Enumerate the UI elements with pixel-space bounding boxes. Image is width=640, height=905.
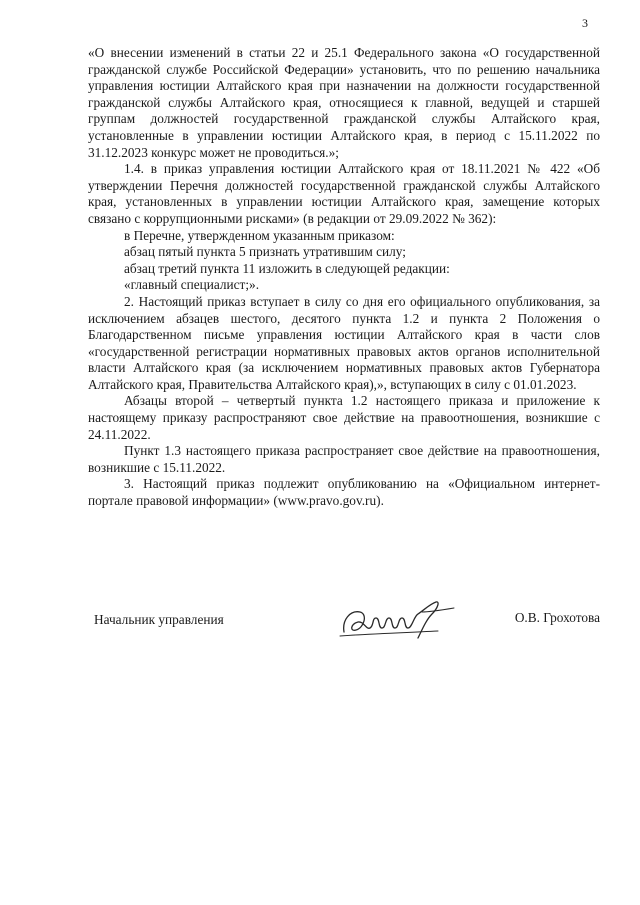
paragraph-item-2: 2. Настоящий приказ вступает в силу со дня его официального опубликования, за исключением абзацев шестого, десятого пункта 1.2 и пункта 2 Положения о Благодарственном письме управления юстиции Алтайского края в части слов «государственной регистрации нормативных правовых актов органов исполнительной власти Алтайского края (за исключением нормативных правовых актов Губернатора Алтайского края, Правительства Алтайского края),», вступающих в силу с 01.01.2023. — [88, 293, 600, 392]
paragraph-list-intro: в Перечне, утвержденном указанным приказом: — [124, 227, 395, 243]
paragraph-item-3: 3. Настоящий приказ подлежит опубликованию на «Официальном интернет-портале правовой информации» (www.pravo.gov.ru). — [88, 476, 600, 509]
paragraph-effective-1-2: Абзацы второй – четвертый пункта 1.2 настоящего приказа и приложение к настоящему приказу распространяют свое действие на правоотношения, возникшие с 24.11.2022. — [88, 393, 600, 442]
paragraph-amendment-quote: «О внесении изменений в статьи 22 и 25.1 Федерального закона «О государственной гражданской службе Российской Федерации» установить, что по решению начальника управления юстиции Алтайского края при назначении на должности государственной гражданской службы Алтайского края, относящиеся к главной, ведущей и старшей группам должностей государственной гражданской службы Алтайского края, установленные в управлении юстиции Алтайского края, в период с 15.11.2022 по 31.12.2023 конкурс может не проводиться.»; — [88, 45, 600, 160]
paragraph-effective-1-3: Пункт 1.3 настоящего приказа распространяет свое действие на правоотношения, возникшие с 15.11.2022. — [88, 443, 600, 475]
paragraph-list-item-1: абзац пятый пункта 5 признать утратившим силу; — [124, 244, 406, 260]
handwritten-signature — [338, 598, 458, 644]
document-body — [88, 45, 600, 510]
signer-title: Начальник управления — [94, 612, 224, 627]
page-number: 3 — [582, 16, 588, 30]
signer-name: О.В. Грохотова — [514, 610, 600, 625]
paragraph-list-item-2: абзац третий пункта 11 изложить в следующей редакции: — [124, 260, 450, 276]
signature-block — [88, 598, 600, 648]
paragraph-list-item-3: «главный специалист;». — [124, 277, 260, 293]
paragraph-item-1-4: 1.4. в приказ управления юстиции Алтайского края от 18.11.2021 № 422 «Об утверждении Перечня должностей государственной гражданской службы Алтайского края, установленных в управлении юстиции Алтайского края, замещение которых связано с коррупционными рисками» (в редакции от 29.09.2022 № 362): — [88, 161, 600, 226]
